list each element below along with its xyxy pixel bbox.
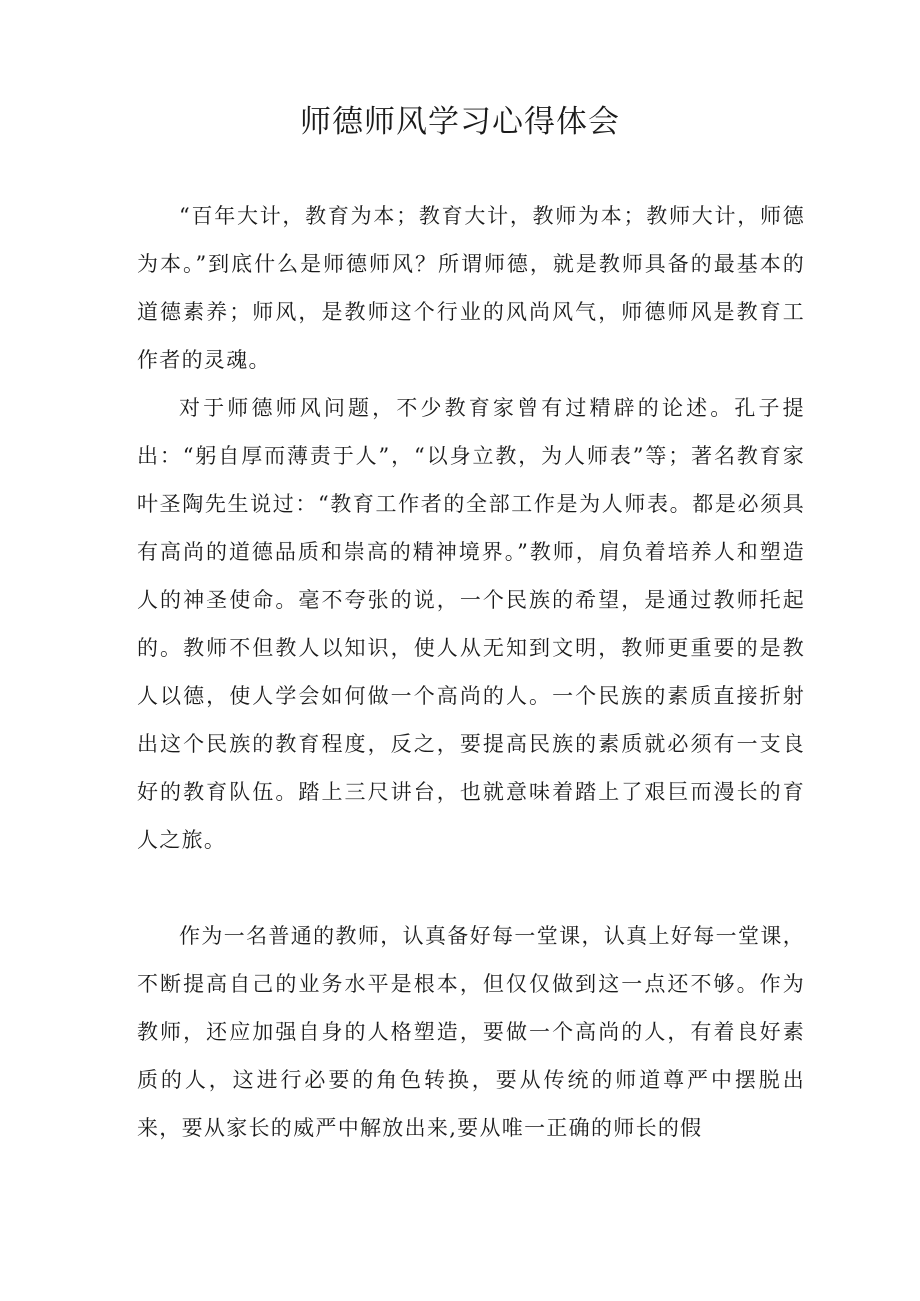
paragraph-1: “百年大计，教育为本；教育大计，教师为本；教师大计，师德为本。”到底什么是师德师风？所谓师德，就是教师具备的最基本的道德素养；师风，是教师这个行业的风尚风气，师德师风是教育工作者的灵魂。 bbox=[137, 204, 805, 372]
document-body bbox=[137, 192, 805, 1152]
paragraph-2: 对于师德师风问题，不少教育家曾有过精辟的论述。孔子提出：“躬自厚而薄责于人”，“以身立教，为人师表”等；著名教育家叶圣陶先生说过：“教育工作者的全部工作是为人师表。都是必须具有高尚的道德品质和崇高的精神境界。”教师，肩负着培养人和塑造人的神圣使命。毫不夸张的说，一个民族的希望，是通过教师托起的。教师不但教人以知识，使人从无知到文明，教师更重要的是教人以德，使人学会如何做一个高尚的人。一个民族的素质直接折射出这个民族的教育程度，反之，要提高民族的素质就必须有一支良好的教育队伍。踏上三尺讲台，也就意味着踏上了艰巨而漫长的育人之旅。 bbox=[137, 396, 805, 852]
paragraph-3: 作为一名普通的教师，认真备好每一堂课，认真上好每一堂课，不断提高自己的业务水平是根本，但仅仅做到这一点还不够。作为教师，还应加强自身的人格塑造，要做一个高尚的人，有着良好素质的人，这进行必要的角色转换，要从传统的师道尊严中摆脱出来，要从家长的威严中解放出来,要从唯一正确的师长的假 bbox=[137, 924, 805, 1140]
document-title: 师德师风学习心得体会 bbox=[300, 104, 620, 140]
